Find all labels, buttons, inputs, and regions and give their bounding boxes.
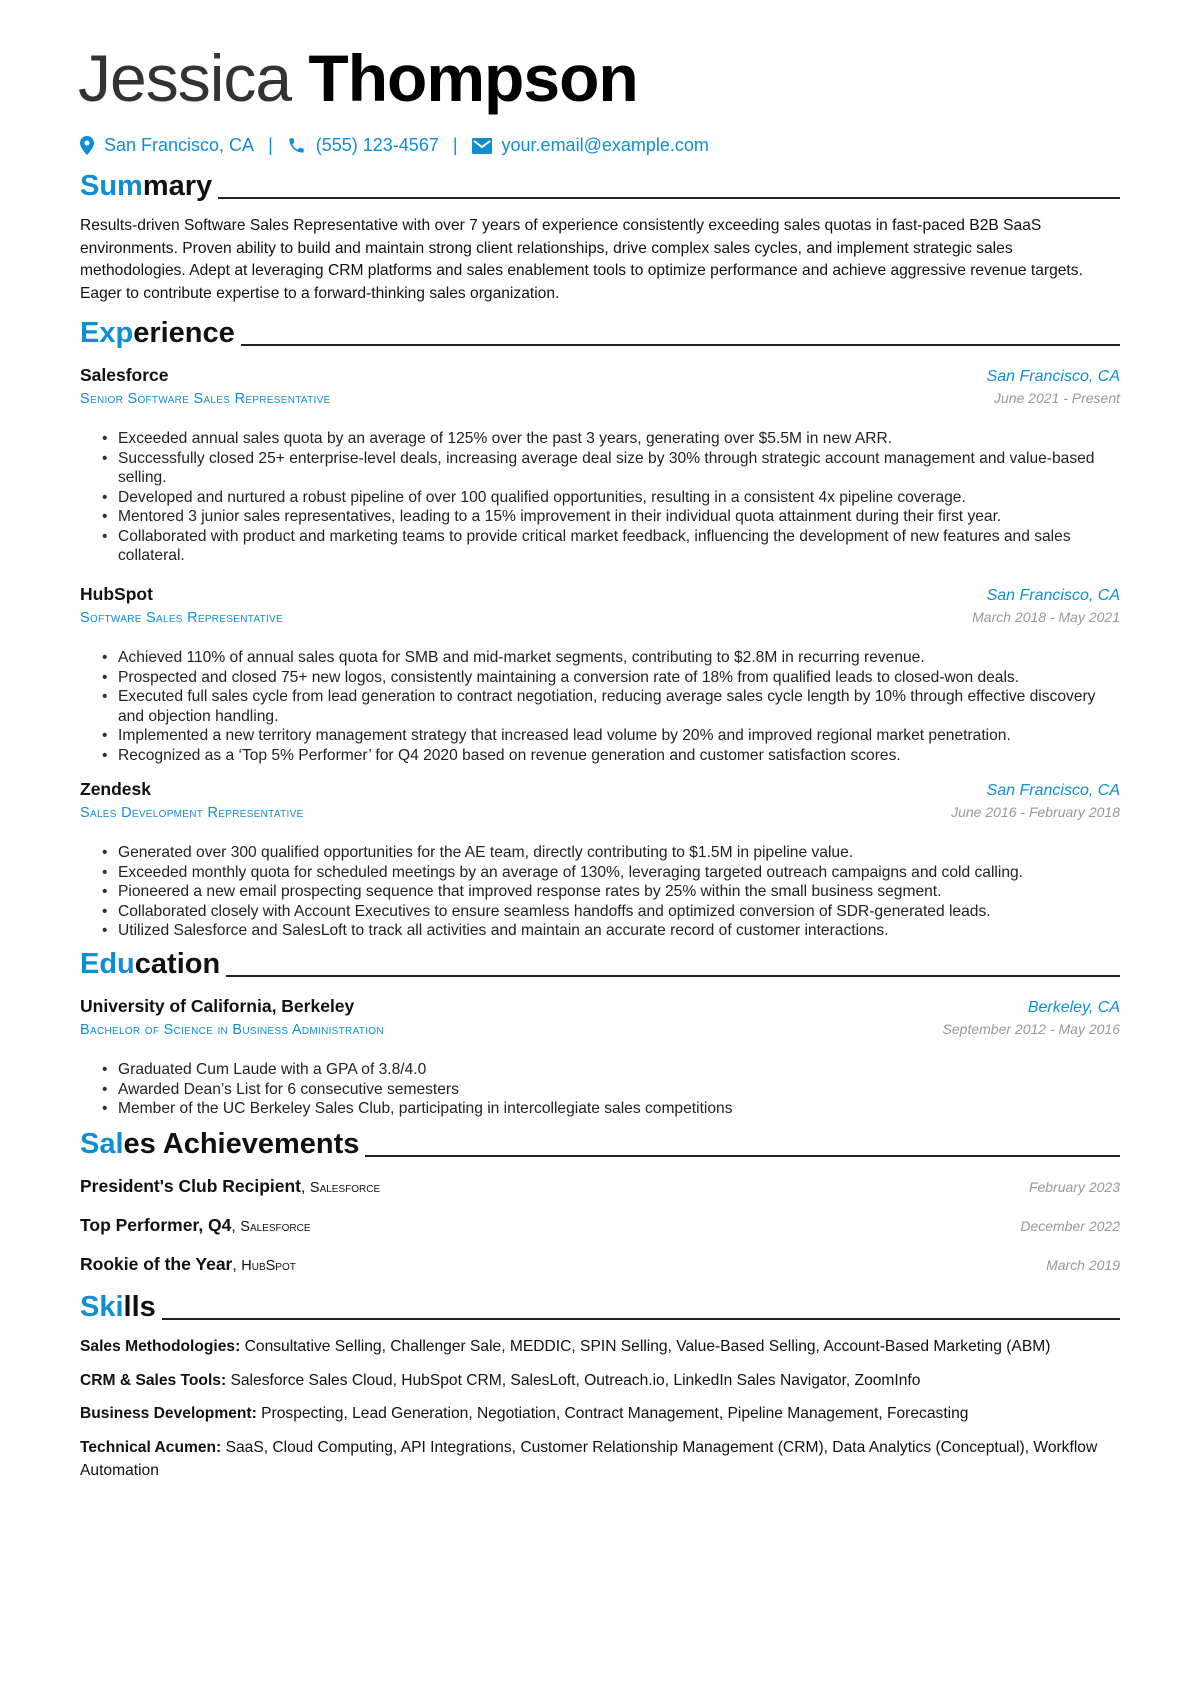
divider (226, 975, 1120, 977)
bullet: • Collaborated with product and marketing teams to provide critical market feedback, influencing the development of new features and sales collateral. (118, 527, 1120, 566)
skill-label: CRM & Sales Tools: (80, 1372, 227, 1389)
achievement-title: Top Performer, Q4 (80, 1215, 232, 1235)
school-name: University of California, Berkeley (80, 996, 355, 1016)
achievement-date: December 2022 (1020, 1218, 1120, 1234)
achievement-org: HubSpot (241, 1258, 296, 1274)
achievement-item: President's Club Recipient, Salesforce February 2023 (80, 1176, 1120, 1196)
job-title: Senior Software Sales Representative (80, 391, 331, 407)
divider (365, 1155, 1120, 1157)
skill-value: Consultative Selling, Challenger Sale, MEDDIC, SPIN Selling, Value-Based Selling, Account-Based Marketing (ABM) (244, 1338, 1051, 1355)
separator: | (452, 135, 458, 155)
job-bullets (80, 843, 1120, 941)
title-accent: Sal (80, 1128, 124, 1160)
first-name: Jessica (78, 41, 292, 115)
job-dates: June 2016 - February 2018 (951, 804, 1120, 820)
title-rest: es Achievements (123, 1128, 360, 1160)
job-bullets (80, 648, 1120, 765)
company-name: HubSpot (80, 584, 153, 604)
skill-value: SaaS, Cloud Computing, API Integrations, Customer Relationship Management (CRM), Data Analytics (Conceptual), Workflow Automation (80, 1439, 1098, 1479)
phone-icon (287, 136, 306, 155)
title-rest: erience (133, 317, 235, 349)
job-title: Software Sales Representative (80, 610, 284, 626)
job-dates: March 2018 - May 2021 (972, 609, 1120, 625)
school-location: Berkeley, CA (1027, 999, 1120, 1016)
title-rest: cation (134, 948, 221, 980)
skill-line (80, 1437, 1120, 1482)
title-rest: mary (142, 170, 213, 202)
achievement-title: President's Club Recipient (80, 1176, 302, 1196)
job-location: San Francisco, CA (986, 587, 1120, 604)
bullet: • Successfully closed 25+ enterprise-level deals, increasing average deal size by 30% through strategic account management and value-based selling. (118, 449, 1120, 488)
skill-line (80, 1370, 1120, 1393)
job-dates: June 2021 - Present (993, 390, 1120, 406)
title-rest: lls (123, 1291, 156, 1323)
job-bullets (80, 429, 1120, 566)
education-dates: September 2012 - May 2016 (942, 1021, 1120, 1037)
skill-line (80, 1336, 1120, 1359)
achievement-item: Top Performer, Q4, Salesforce December 2022 (80, 1215, 1120, 1235)
section-title (80, 1130, 359, 1159)
title-accent: Edu (80, 948, 135, 980)
achievement-org: Salesforce (240, 1219, 311, 1235)
bullet: • Exceeded annual sales quota by an average of 125% over the past 3 years, generating over $5.5M in new ARR. (118, 429, 1120, 449)
summary-text: Results-driven Software Sales Representative with over 7 years of experience consistently exceeding sales quotas in fast-paced B2B SaaS environments. Proven ability to build and maintain strong client relationships, drive complex sales cycles, and implement strategic sales methodologies. Adept at leveraging CRM platforms and sales enablement tools to optimize performance and achieve aggressive revenue targets. Eager to contribute expertise to a forward-thinking sales organization. (80, 217, 1083, 303)
title-accent: Sum (80, 170, 143, 202)
section-title (80, 319, 235, 348)
candidate-name (78, 40, 638, 116)
bullet: • Recognized as a ‘Top 5% Performer’ for Q4 2020 based on revenue generation and customer satisfaction scores. (118, 746, 1120, 766)
last-name: Thompson (308, 41, 638, 115)
section-achievements (80, 1130, 1120, 1159)
bullet: • Collaborated closely with Account Executives to ensure seamless handoffs and optimized conversion of SDR-generated leads. (118, 902, 1120, 922)
achievement-org: Salesforce (309, 1180, 381, 1196)
bullet: • Developed and nurtured a robust pipeline of over 100 qualified opportunities, resulting in a consistent 4x pipeline coverage. (118, 488, 1120, 508)
achievement-title: Rookie of the Year (80, 1254, 233, 1274)
phone: (555) 123-4567 (315, 135, 439, 155)
education-bullets (80, 1060, 1120, 1119)
location: San Francisco, CA (104, 135, 255, 155)
achievement-item: Rookie of the Year, HubSpot March 2019 (80, 1254, 1120, 1274)
title-accent: Exp (80, 317, 134, 349)
divider (162, 1318, 1120, 1320)
bullet: • Achieved 110% of annual sales quota for SMB and mid-market segments, contributing to $2.8M in recurring revenue. (118, 648, 1120, 668)
divider (218, 197, 1120, 199)
company-name: Salesforce (80, 365, 169, 385)
bullet: • Member of the UC Berkeley Sales Club, participating in intercollegiate sales competitions (118, 1099, 1120, 1119)
skill-label: Technical Acumen: (80, 1439, 222, 1456)
bullet: • Implemented a new territory management strategy that increased lead volume by 20% and improved regional market penetration. (118, 726, 1120, 746)
contact-info (80, 135, 709, 156)
divider (241, 344, 1120, 346)
experience-entry (80, 779, 1120, 941)
bullet: • Executed full sales cycle from lead generation to contract negotiation, reducing average sales cycle length by 10% through effective discovery and objection handling. (118, 687, 1120, 726)
achievement-date: February 2023 (1028, 1179, 1120, 1195)
bullet: • Generated over 300 qualified opportunities for the AE team, directly contributing to $1.5M in pipeline value. (118, 843, 1120, 863)
experience-entry (80, 584, 1120, 765)
job-location: San Francisco, CA (986, 368, 1120, 385)
achievement-date: March 2019 (1046, 1257, 1120, 1273)
section-experience (80, 319, 1120, 348)
bullet: • Graduated Cum Laude with a GPA of 3.8/4.0 (118, 1060, 1120, 1080)
company-name: Zendesk (80, 779, 151, 799)
bullet: • Exceeded monthly quota for scheduled meetings by an average of 130%, leveraging targeted outreach campaigns and cold calling. (118, 863, 1120, 883)
bullet: • Pioneered a new email prospecting sequence that improved response rates by 25% within the small business segment. (118, 882, 1120, 902)
section-summary (80, 172, 1120, 201)
education-entry (80, 996, 1120, 1119)
bullet: • Utilized Salesforce and SalesLoft to track all activities and maintain an accurate record of customer interactions. (118, 921, 1120, 941)
section-skills (80, 1293, 1120, 1322)
section-title (80, 172, 212, 201)
job-location: San Francisco, CA (986, 782, 1120, 799)
title-accent: Ski (80, 1291, 124, 1323)
experience-entry (80, 365, 1120, 566)
bullet: • Mentored 3 junior sales representatives, leading to a 15% improvement in their individual quota attainment during their first year. (118, 507, 1120, 527)
skill-value: Prospecting, Lead Generation, Negotiation, Contract Management, Pipeline Management, Forecasting (261, 1405, 969, 1422)
section-title (80, 1293, 156, 1322)
skill-label: Business Development: (80, 1405, 257, 1422)
skill-label: Sales Methodologies: (80, 1338, 241, 1355)
bullet: • Awarded Dean’s List for 6 consecutive semesters (118, 1080, 1120, 1100)
separator: | (268, 135, 273, 155)
skill-value: Salesforce Sales Cloud, HubSpot CRM, SalesLoft, Outreach.io, LinkedIn Sales Navigator, ZoomInfo (230, 1372, 921, 1389)
job-title: Sales Development Representative (80, 805, 304, 821)
skill-line (80, 1403, 1120, 1426)
bullet: • Prospected and closed 75+ new logos, consistently maintaining a conversion rate of 18% from qualified leads to closed-won deals. (118, 668, 1120, 688)
envelope-icon (472, 138, 492, 154)
section-title (80, 950, 220, 979)
degree: Bachelor of Science in Business Administration (80, 1022, 384, 1038)
section-education (80, 950, 1120, 979)
email-link[interactable]: your.email@example.com (501, 135, 709, 155)
map-pin-icon (80, 136, 94, 155)
